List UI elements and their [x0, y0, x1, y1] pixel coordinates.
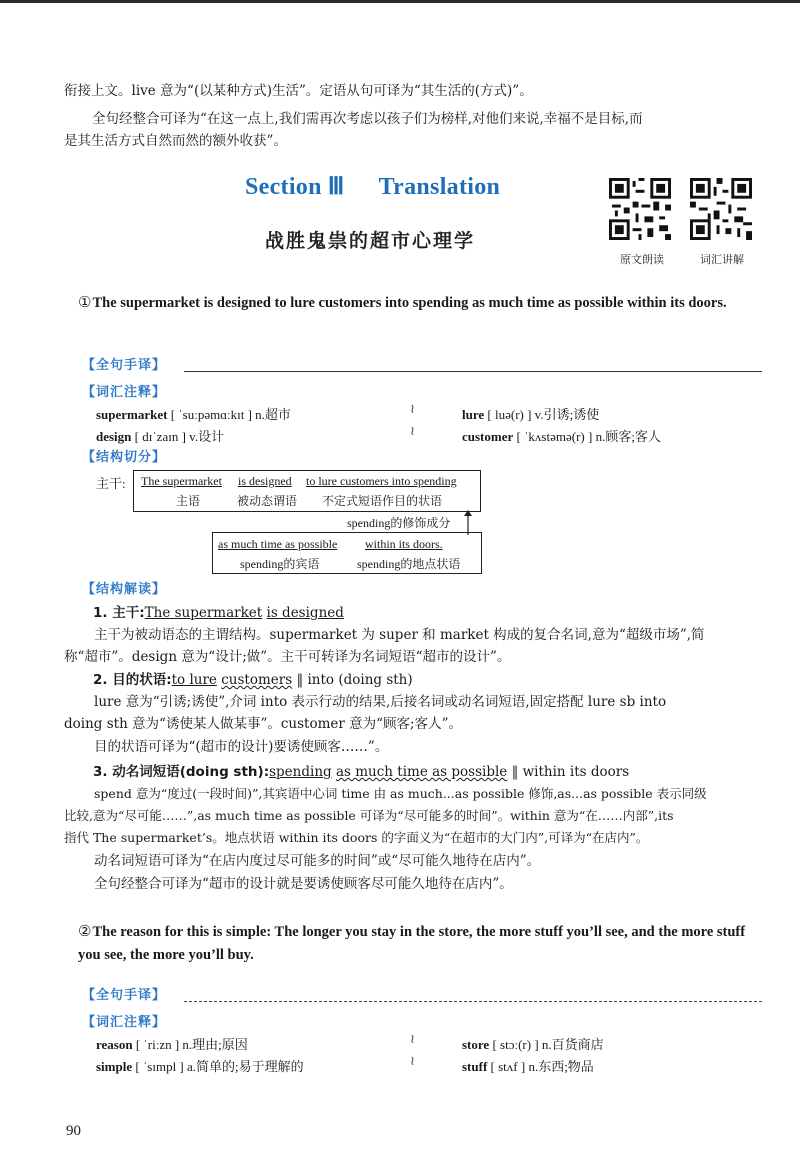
analysis-heading-1: 1. 主干:The supermarket is designed — [93, 605, 344, 621]
sentence-1: ①The supermarket is designed to lure customers into spending as much time as possible within its doors. — [78, 293, 727, 311]
tag-translate-2: 【全句手译】 — [82, 988, 167, 1003]
section-subtitle: 战胜鬼祟的超市心理学 — [265, 230, 476, 252]
diagram-predicate-tag: 被动态谓语 — [237, 494, 298, 508]
vocab-stuff: stuff [ stʌf ] n.东西;物品 — [462, 1059, 594, 1074]
qr-label-vocab: 词汇讲解 — [700, 253, 744, 266]
sentence-2: ②The reason for this is simple: The longer you stay in the store, the more stuff you’ll see, and the more stuff you see, the more you’ll buy. — [78, 922, 746, 963]
analysis-p1b: 称“超市”。design 意为“设计;做”。主干可转译为名词短语“超市的设计”。 — [64, 649, 511, 665]
diagram-modifier-tag: spending的修饰成分 — [347, 516, 451, 530]
analysis-p3d: 动名词短语可译为“在店内度过尽可能多的时间”或“尽可能久地待在店内”。 — [94, 853, 541, 869]
qr-label-reading: 原文朗读 — [620, 253, 664, 266]
intro-line-3: 是其生活方式自然而然的额外收获”。 — [64, 133, 287, 149]
vocab-lure: lure [ luə(r) ] v.引诱;诱使 — [462, 407, 600, 422]
analysis-p2b: doing sth 意为“诱使某人做某事”。customer 意为“顾客;客人”。 — [64, 716, 462, 732]
divider-squiggle: ≀ — [410, 1032, 415, 1047]
divider-squiggle: ≀ — [410, 402, 415, 417]
intro-line-2: 全句经整合可译为“在这一点上,我们需再次考虑以孩子们为榜样,对他们来说,幸福不是目标,而 — [92, 111, 643, 127]
tag-vocab-1: 【词汇注释】 — [82, 385, 167, 400]
page-number: 90 — [66, 1123, 81, 1139]
analysis-p3b: 比较,意为“尽可能……”,as much time as possible 可译为“尽可能多的时间”。within 意为“在……内部”,its — [64, 808, 674, 823]
vocab-design: design [ dɪˈzaɪn ] v.设计 — [96, 429, 225, 444]
analysis-p3a: spend 意为“度过(一段时间)”,其宾语中心词 time 由 as much...as possible 修饰,as...as possible 表示同级 — [94, 786, 707, 801]
analysis-p1a: 主干为被动语态的主谓结构。supermarket 为 super 和 market 构成的复合名词,意为“超级市场”,简 — [94, 627, 705, 643]
diagram-predicate: is designed — [238, 474, 292, 488]
diagram-place-tag: spending的地点状语 — [357, 557, 461, 571]
analysis-p3e: 全句经整合可译为“超市的设计就是要诱使顾客尽可能久地待在店内”。 — [94, 876, 513, 892]
diagram-place: within its doors. — [365, 537, 443, 551]
translate-line-2[interactable] — [184, 1001, 762, 1002]
vocab-customer: customer [ ˈkʌstəmə(r) ] n.顾客;客人 — [462, 429, 661, 444]
diagram-object-tag: spending的宾语 — [240, 557, 320, 571]
vocab-simple: simple [ ˈsɪmpl ] a.简单的;易于理解的 — [96, 1059, 304, 1074]
vocab-supermarket: supermarket [ ˈsuːpəmɑːkɪt ] n.超市 — [96, 407, 291, 422]
tag-analysis: 【结构解读】 — [82, 582, 167, 597]
top-border — [0, 0, 800, 3]
tag-translate-1: 【全句手译】 — [82, 358, 167, 373]
qr-code-reading[interactable] — [609, 178, 671, 240]
analysis-p2c: 目的状语可译为“(超市的设计)要诱使顾客……”。 — [94, 739, 389, 755]
analysis-heading-2: 2. 目的状语:to lure customers ‖ into (doing sth) — [93, 672, 413, 688]
diagram-adverbial: to lure customers into spending — [306, 474, 457, 488]
diagram-object: as much time as possible — [218, 537, 338, 551]
intro-line-1: 衔接上文。live 意为“(以某种方式)生活”。定语从句可译为“其生活的(方式)”。 — [64, 83, 533, 99]
analysis-p2a: lure 意为“引诱;诱使”,介词 into 表示行动的结果,后接名词或动名词短语,固定搭配 lure sb into — [94, 694, 667, 710]
diagram-main-label: 主干: — [96, 476, 126, 491]
diagram-subject-tag: 主语 — [176, 494, 201, 508]
analysis-p3c: 指代 The supermarket’s。地点状语 within its doors 的字面义为“在超市的大门内”,可译为“在店内”。 — [64, 830, 649, 845]
divider-squiggle: ≀ — [410, 1054, 415, 1069]
section-title: Section Ⅲ Translation — [245, 174, 501, 200]
analysis-heading-3: 3. 动名词短语(doing sth):spending as much time as possible ‖ within its doors — [93, 764, 630, 780]
vocab-store: store [ stɔː(r) ] n.百货商店 — [462, 1037, 604, 1052]
divider-squiggle: ≀ — [410, 424, 415, 439]
diagram-subject: The supermarket — [141, 474, 222, 488]
diagram-adverbial-tag: 不定式短语作目的状语 — [322, 494, 443, 508]
tag-split: 【结构切分】 — [82, 450, 167, 465]
tag-vocab-2: 【词汇注释】 — [82, 1015, 167, 1030]
vocab-reason: reason [ ˈriːzn ] n.理由;原因 — [96, 1037, 248, 1052]
translate-line-1[interactable] — [184, 371, 762, 372]
qr-code-vocab[interactable] — [690, 178, 752, 240]
